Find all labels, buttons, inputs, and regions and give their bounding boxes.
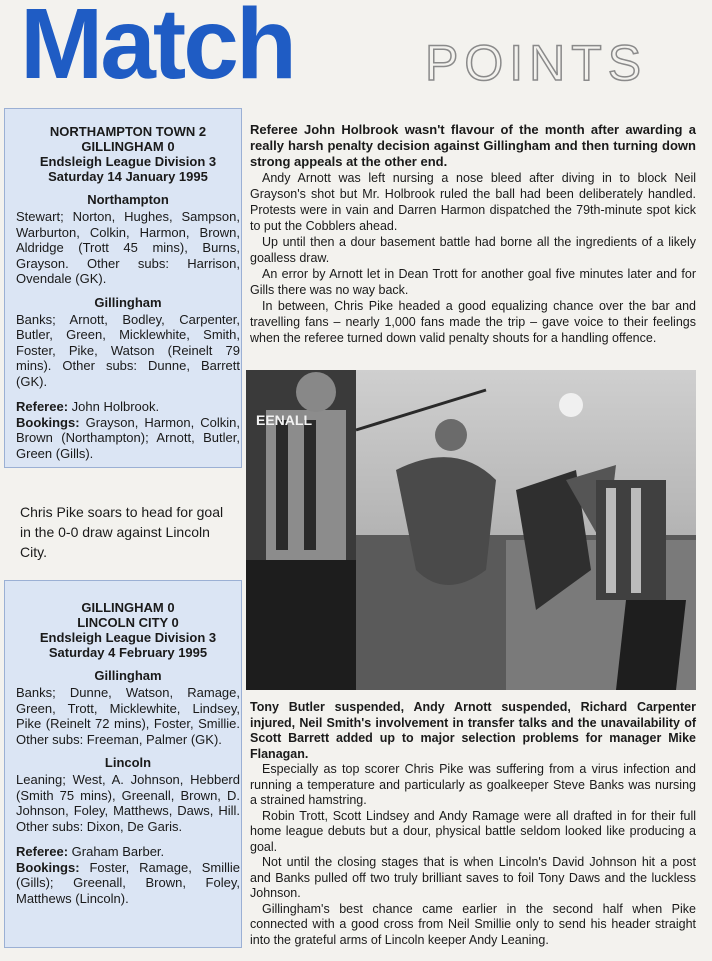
match2-details bbox=[16, 600, 240, 906]
match1-bookings-label: Bookings: bbox=[16, 414, 80, 430]
shirt-sponsor-text: EENALL bbox=[256, 412, 312, 428]
photo-caption: Chris Pike soars to head for goal in the 0-0 draw against Lincoln City. bbox=[20, 504, 224, 560]
match2-bookings-label: Bookings: bbox=[16, 859, 80, 875]
report1-lead: Referee John Holbrook wasn't flavour of the month after awarding a really harsh penalty decision against Gillingham and then turning down strong appeals at the other end. bbox=[250, 122, 696, 169]
match1-referee-value: John Holbrook. bbox=[71, 399, 160, 414]
match1-bookings bbox=[16, 415, 240, 462]
report2-paragraph: Robin Trott, Scott Lindsey and Andy Ramage were all drafted in for their full home league debuts but a dour, physical battle seldom looked like producing a goal. bbox=[250, 808, 696, 854]
match1-team2-name: Gillingham bbox=[94, 294, 162, 310]
match1-team1-name: Northampton bbox=[87, 192, 169, 207]
match2-bookings bbox=[16, 860, 240, 907]
match1-team2-lineup: Banks; Arnott, Bodley, Carpenter, Butler, Green, Micklewhite, Smith, Foster, Pike, Watson (Reinelt 79 mins). Other subs: Dunne, Barrett (GK). bbox=[16, 311, 240, 389]
match1-referee-label: Referee: bbox=[16, 399, 69, 414]
report2-paragraph: Especially as top scorer Chris Pike was suffering from a virus infection and running a temperature and particularly as goalkeeper Steve Banks was nursing a strained hamstring. bbox=[250, 762, 696, 807]
match-photo-image bbox=[246, 370, 696, 690]
match-photo bbox=[246, 370, 696, 690]
match1-referee bbox=[16, 399, 240, 415]
match2-bookings-value: Foster, Ramage, Smillie (Gills); Greenall, Brown, Foley, Matthews (Lincoln). bbox=[16, 859, 240, 906]
title-points: POINTS bbox=[425, 35, 648, 91]
report1-paragraph: In between, Chris Pike headed a good equalizing chance over the bar and travelling fans – nearly 1,000 fans made the trip – gave voice to their feelings when the referee turned down valid penalty shouts for a handling offence. bbox=[250, 299, 696, 345]
match2-result-away: LINCOLN CITY 0 bbox=[77, 615, 179, 630]
match1-bookings-value: Grayson, Harmon, Colkin, Brown (Northampton); Arnott, Butler, Green (Gills). bbox=[16, 414, 240, 461]
report1 bbox=[250, 122, 696, 346]
match1-result-home: NORTHAMPTON TOWN 2 bbox=[49, 124, 207, 139]
match2-team1-name: Gillingham bbox=[94, 668, 162, 683]
report2-paragraph: Not until the closing stages that is when Lincoln's David Johnson hit a post and Banks pulled off two truly brilliant saves to foil Tony Daws and the luckless Johnson. bbox=[250, 855, 696, 900]
match2-team1-lineup: Banks; Dunne, Watson, Ramage, Green, Trott, Micklewhite, Lindsey, Pike (Reinelt 72 mins), Foster, Smillie. Other subs: Freeman, Palmer (GK). bbox=[16, 685, 240, 747]
match1-competition: Endsleigh League Division 3 bbox=[39, 154, 217, 169]
match2-date: Saturday 4 February 1995 bbox=[48, 645, 208, 660]
match2-team2-name: Lincoln bbox=[104, 755, 152, 770]
match2-team2-lineup: Leaning; West, A. Johnson, Hebberd (Smith 75 mins), Greenall, Brown, D. Johnson, Foley, Matthews, Daws, Hill. Other subs: Dixon, De Garis. bbox=[16, 772, 240, 834]
report2-paragraph: Gillingham's best chance came earlier in the second half when Pike connected with a good cross from Neil Smillie only to send his header straight into the grateful arms of Lincoln keeper Andy Leaning. bbox=[250, 901, 696, 947]
report2-lead: Tony Butler suspended, Andy Arnott suspended, Richard Carpenter injured, Neil Smith's involvement in transfer talks and the unavailability of Scott Barrett added up to major selection problems for manager Mike Flanagan. bbox=[250, 700, 696, 761]
report1-paragraph: Andy Arnott was left nursing a nose bleed after diving in to block Neil Grayson's shot but Mr. Holbrook ruled the ball had been deliberately handled. Protests were in vain and Darren Harmon dispatched the 79th-minute spot kick to put the Cobblers ahead. bbox=[250, 171, 696, 233]
report1-paragraph: Up until then a dour basement battle had borne all the ingredients of a likely goalless draw. bbox=[250, 235, 696, 265]
match2-competition: Endsleigh League Division 3 bbox=[39, 630, 217, 645]
report1-paragraph: An error by Arnott let in Dean Trott for another goal five minutes later and for Gills there was no way back. bbox=[250, 267, 696, 297]
title-match: Match bbox=[20, 0, 294, 100]
match2-referee-value: Graham Barber. bbox=[71, 844, 165, 859]
match1-details bbox=[16, 124, 240, 461]
page-header bbox=[0, 0, 712, 100]
match1-date: Saturday 14 January 1995 bbox=[48, 169, 208, 184]
match2-referee-label: Referee: bbox=[16, 844, 69, 859]
match1-result-away: GILLINGHAM 0 bbox=[81, 139, 175, 154]
match1-team1-lineup: Stewart; Norton, Hughes, Sampson, Warburton, Colkin, Harmon, Brown, Aldridge (Trott 45 mins), Burns, Grayson. Other subs: Harrison, Ovendale (GK). bbox=[16, 209, 240, 286]
match2-referee bbox=[16, 844, 240, 860]
report2 bbox=[250, 700, 696, 948]
match2-result-home: GILLINGHAM 0 bbox=[81, 600, 175, 615]
